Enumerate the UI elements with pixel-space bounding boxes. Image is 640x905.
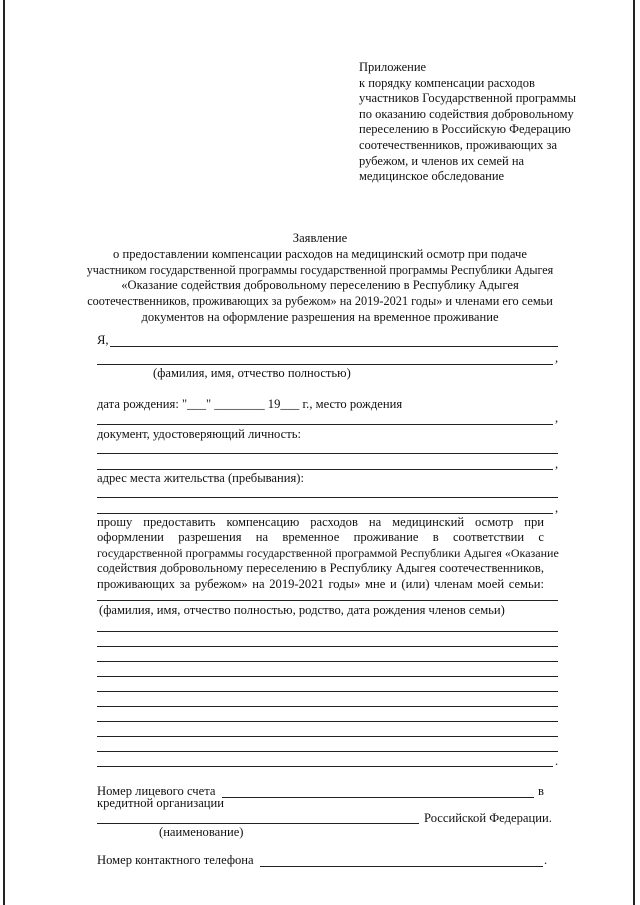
comma: , [555, 501, 559, 515]
page-border-left [3, 0, 5, 905]
phone-label: Номер контактного телефона [97, 853, 254, 867]
fio-caption: (фамилия, имя, отчество полностью) [153, 366, 351, 380]
family-field-line[interactable] [97, 631, 558, 632]
annex-line: к порядку компенсации расходов [359, 75, 535, 90]
credit-org-label: кредитной организации [97, 796, 225, 810]
address-field-line-2[interactable] [97, 513, 553, 514]
annex-line: Приложение [359, 60, 427, 74]
comma: , [555, 457, 559, 471]
request-line: содействия добровольному переселению в Республику Адыгея соотечественников, [97, 561, 544, 576]
period: . [544, 853, 548, 867]
family-field-line[interactable] [97, 691, 558, 692]
request-line: проживающих за рубежом» на 2019-2021 годы» мне и (или) членам моей семьи: [97, 576, 544, 591]
period: . [555, 754, 559, 768]
ya-label: Я, [97, 333, 109, 347]
family-field-line[interactable] [97, 706, 558, 707]
family-field-line[interactable] [97, 646, 558, 647]
family-field-line[interactable] [97, 721, 558, 722]
annex-line: переселению в Российскую Федерацию [359, 122, 571, 137]
phone-field-line[interactable] [260, 866, 543, 867]
id-doc-field-line-2[interactable] [97, 469, 553, 470]
document-heading [40, 231, 600, 326]
family-field-line[interactable] [97, 600, 558, 601]
page-border-right [633, 0, 635, 905]
document-title: Заявление [292, 231, 348, 245]
request-line: оформлении разрешения на временное проживание в соответствии с [97, 530, 544, 545]
family-caption: (фамилия, имя, отчество полностью, родство, дата рождения членов семьи) [99, 603, 505, 617]
heading-line: соотечественников, проживающих за рубежом» на 2019-2021 годы» и членами его семьи [87, 294, 553, 309]
heading-line: документов на оформление разрешения на временное проживание [141, 309, 499, 324]
annex-line: соотечественников, проживающих за [359, 137, 558, 152]
account-suffix: в [538, 784, 544, 798]
annex-line: участников Государственной программы [359, 91, 577, 106]
fio-field-line-1[interactable] [110, 346, 558, 347]
credit-org-field-line[interactable] [97, 823, 419, 824]
address-label: адрес места жительства (пребывания): [97, 471, 304, 485]
address-field-line-1[interactable] [97, 497, 558, 498]
family-field-line[interactable] [97, 751, 558, 752]
account-field-line[interactable] [222, 797, 534, 798]
heading-line: «Оказание содействия добровольному переселению в Республику Адыгея [121, 278, 519, 293]
birthplace-field-line[interactable] [97, 424, 553, 425]
dob-label: дата рождения: "___" ________ 19___ г., место рождения [97, 397, 403, 411]
id-doc-field-line-1[interactable] [97, 453, 558, 454]
fio-field-line-2[interactable] [97, 364, 553, 365]
family-field-line[interactable] [97, 766, 553, 767]
id-doc-label: документ, удостоверяющий личность: [97, 427, 302, 441]
federation-label: Российской Федерации. [424, 811, 552, 825]
comma: , [555, 351, 559, 365]
annex-line: медицинское обследование [359, 169, 505, 184]
request-paragraph [97, 515, 559, 592]
name-caption: (наименование) [159, 825, 244, 839]
request-line: прошу предоставить компенсацию расходов на медицинский осмотр при [97, 515, 544, 529]
account-label: Номер лицевого счета [97, 784, 216, 798]
annex-line: по оказанию содействия добровольному [359, 106, 574, 121]
family-field-line[interactable] [97, 676, 558, 677]
heading-line: о предоставлении компенсации расходов на медицинский осмотр при подаче [113, 246, 527, 261]
request-line: государственной программы государственной программой Республики Адыгея «Оказание [97, 545, 559, 560]
family-field-line[interactable] [97, 736, 558, 737]
annex-line: рубежом, и членов их семей на [359, 153, 525, 168]
comma: , [555, 411, 559, 425]
annex-block [359, 60, 609, 185]
heading-line: участником государственной программы государственной программы Республики Адыгея [86, 262, 554, 277]
family-field-line[interactable] [97, 661, 558, 662]
